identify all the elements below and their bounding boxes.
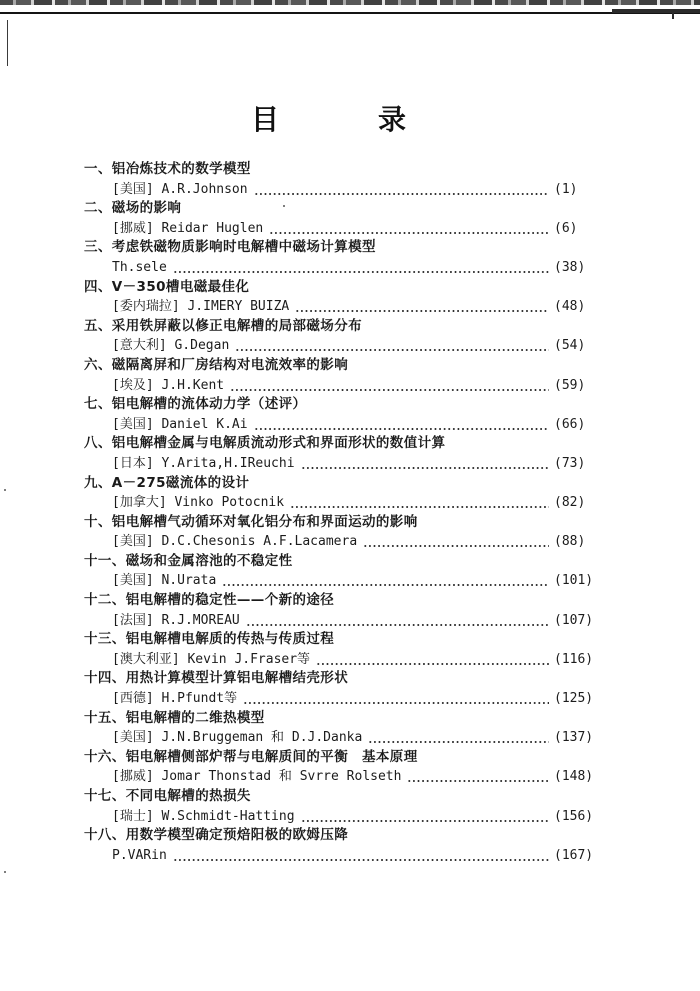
entry-author: [瑞士] W.Schmidt-Hatting	[112, 808, 295, 824]
dot-leader	[173, 258, 549, 278]
entry-author: [美国] D.C.Chesonis A.F.Lacamera	[112, 534, 358, 550]
entry-page-number: (125)	[554, 691, 594, 707]
entry-page-number: (48)	[554, 299, 586, 315]
dot-leader	[363, 532, 549, 552]
entry-title: 十七、不同电解槽的热损失	[84, 788, 251, 804]
toc-entry	[84, 278, 594, 317]
toc-entry	[84, 238, 594, 277]
entry-author-line	[84, 650, 594, 670]
entry-author-line	[84, 376, 594, 396]
dot-leader	[368, 728, 549, 748]
entry-author: P.VARin	[112, 847, 167, 863]
entry-author: [委内瑞拉] J.IMERY BUIZA	[112, 299, 290, 315]
toc-entry	[84, 630, 594, 669]
entry-page-number: (88)	[554, 534, 586, 550]
entry-page-number: (66)	[554, 416, 586, 432]
toc-entry	[84, 513, 594, 552]
entry-page-number: (167)	[554, 847, 594, 863]
scan-left-rule	[7, 20, 8, 66]
entry-title: 十八、用数学模型确定预焙阳极的欧姆压降	[84, 827, 349, 844]
toc-entry	[84, 395, 594, 434]
dot-leader	[407, 767, 549, 787]
entry-page-number: (107)	[554, 612, 594, 628]
toc-entry	[84, 669, 594, 708]
entry-title: 二、磁场的影响	[84, 200, 182, 217]
toc-entry	[84, 434, 594, 473]
toc-entry	[84, 787, 594, 826]
entry-title: 十五、铝电解槽的二维热模型	[84, 709, 265, 726]
entry-author-line	[84, 689, 594, 709]
entry-page-number: (1)	[554, 181, 578, 197]
entry-author-line	[84, 415, 594, 435]
toc-entry	[84, 709, 594, 748]
entry-author-line	[84, 297, 594, 317]
entry-page-number: (59)	[554, 377, 586, 393]
entry-author: [法国] R.J.MOREAU	[112, 612, 240, 628]
entry-page-number: (38)	[554, 259, 586, 275]
entry-author-line	[84, 571, 594, 591]
dot-leader	[222, 571, 549, 591]
entry-title: 七、铝电解槽的流体动力学（述评）	[84, 396, 307, 413]
scan-top-edge	[0, 0, 700, 5]
entry-page-number: (148)	[554, 769, 594, 785]
dot-leader	[254, 180, 549, 200]
entry-author: [美国] A.R.Johnson	[112, 181, 248, 197]
dot-leader	[290, 493, 549, 513]
toc-entry	[84, 591, 594, 630]
entry-title: 六、磁隔离屏和厂房结构对电流效率的影响	[84, 356, 349, 373]
dot-leader	[301, 454, 549, 474]
entry-author: [意大利] G.Degan	[112, 338, 230, 354]
page-title-char-1: 目	[251, 103, 280, 136]
scan-speck	[4, 489, 6, 491]
entry-author: [美国] Daniel K.Ai	[112, 416, 248, 432]
dot-leader	[173, 846, 549, 866]
dot-leader	[254, 415, 549, 435]
entry-title: 四、V－350槽电磁最佳化	[84, 278, 250, 295]
entry-author-line	[84, 846, 594, 866]
entry-author: [美国] N.Urata	[112, 573, 217, 589]
entry-page-number: (82)	[554, 495, 586, 511]
entry-title: 十、铝电解槽气动循环对氧化铝分布和界面运动的影响	[84, 513, 418, 530]
entry-page-number: (6)	[554, 220, 578, 236]
toc-entry	[84, 474, 594, 513]
dot-leader	[269, 219, 549, 239]
entry-title: 一、铝冶炼技术的数学模型	[84, 161, 251, 177]
entry-author-line	[84, 493, 594, 513]
entry-author: Th.sele	[112, 259, 167, 275]
dot-leader	[235, 336, 549, 356]
dot-leader	[301, 807, 549, 827]
entry-title: 八、铝电解槽金属与电解质流动形式和界面形状的数值计算	[84, 435, 446, 452]
table-of-contents	[84, 160, 594, 865]
entry-title: 十六、铝电解槽侧部炉帮与电解质间的平衡 基本原理	[84, 748, 418, 765]
entry-author-line	[84, 728, 594, 748]
entry-author-line	[84, 180, 594, 200]
scan-top-right-tick	[672, 13, 674, 19]
entry-title: 五、采用铁屏蔽以修正电解槽的局部磁场分布	[84, 317, 362, 334]
entry-title: 十四、用热计算模型计算铝电解槽结壳形状	[84, 670, 349, 687]
entry-author: [埃及] J.H.Kent	[112, 377, 225, 393]
toc-entry	[84, 317, 594, 356]
entry-author: [加拿大] Vinko Potocnik	[112, 495, 285, 511]
entry-page-number: (156)	[554, 808, 594, 824]
toc-entry	[84, 552, 594, 591]
dot-leader	[243, 689, 549, 709]
entry-author: [挪威] Reidar Huglen	[112, 220, 264, 236]
entry-author-line	[84, 767, 594, 787]
toc-entry	[84, 748, 594, 787]
entry-author-line	[84, 258, 594, 278]
entry-page-number: (73)	[554, 455, 586, 471]
scan-speck	[4, 871, 6, 873]
entry-author-line	[84, 219, 594, 239]
entry-author: [美国] J.N.Bruggeman 和 D.J.Danka	[112, 730, 363, 746]
toc-entry	[84, 826, 594, 865]
dot-leader	[230, 376, 549, 396]
entry-author-line	[84, 336, 594, 356]
scan-top-rule	[0, 12, 700, 14]
entry-title: 三、考虑铁磁物质影响时电解槽中磁场计算模型	[84, 239, 376, 256]
page-title-char-2: 录	[378, 103, 407, 136]
dot-leader	[246, 611, 549, 631]
entry-title: 十三、铝电解槽电解质的传热与传质过程	[84, 631, 335, 648]
entry-page-number: (137)	[554, 730, 594, 746]
entry-title: 十二、铝电解槽的稳定性——个新的途径	[84, 592, 335, 609]
toc-entry	[84, 356, 594, 395]
entry-page-number: (116)	[554, 651, 594, 667]
entry-author: [西德] H.Pfundt等	[112, 691, 238, 707]
entry-author: [挪威] Jomar Thonstad 和 Svrre Rolseth	[112, 769, 402, 785]
entry-author-line	[84, 611, 594, 631]
entry-author: [澳大利亚] Kevin J.Fraser等	[112, 651, 311, 667]
dot-leader	[295, 297, 549, 317]
entry-page-number: (54)	[554, 338, 586, 354]
entry-author-line	[84, 807, 594, 827]
entry-author-line	[84, 532, 594, 552]
entry-title: 十一、磁场和金属溶池的不稳定性	[84, 552, 293, 569]
scan-top-right-mark	[612, 9, 700, 13]
entry-page-number: (101)	[554, 573, 594, 589]
dot-leader	[316, 650, 549, 670]
toc-entry	[84, 199, 594, 238]
entry-author: [日本] Y.Arita,H.IReuchi	[112, 455, 295, 471]
entry-title: 九、A－275磁流体的设计	[84, 474, 250, 491]
toc-entry	[84, 160, 594, 199]
entry-author-line	[84, 454, 594, 474]
